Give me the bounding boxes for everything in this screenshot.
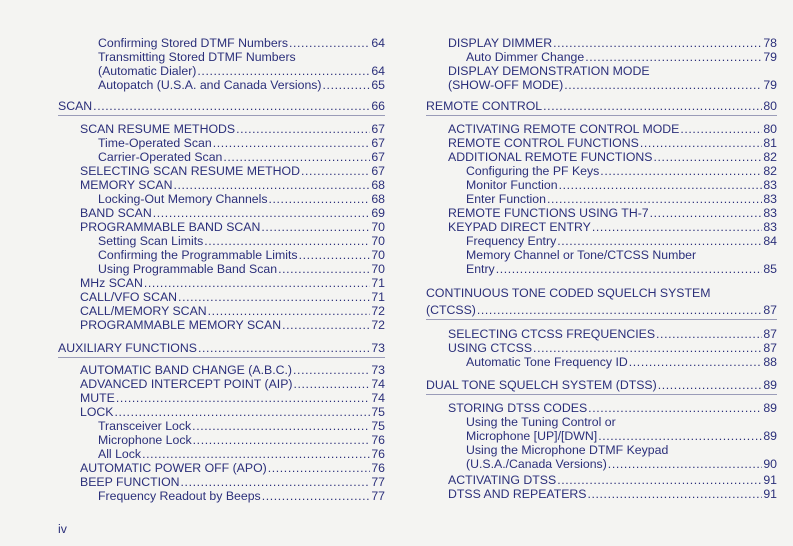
section-rule <box>58 115 385 116</box>
toc-page: 89 <box>763 378 777 392</box>
toc-page: 83 <box>763 206 777 220</box>
toc-page: 73 <box>371 341 385 355</box>
toc-title: ADDITIONAL REMOTE FUNCTIONS <box>448 150 653 164</box>
toc-entry[interactable] <box>98 262 385 276</box>
toc-page: 88 <box>763 355 777 369</box>
toc-title: PROGRAMMABLE MEMORY SCAN <box>80 318 282 332</box>
toc-entry[interactable] <box>466 429 777 443</box>
toc-page: 89 <box>763 401 777 415</box>
toc-title: SELECTING SCAN RESUME METHOD <box>80 164 301 178</box>
toc-title: Locking-Out Memory Channels <box>98 192 268 206</box>
toc-entry[interactable] <box>448 220 777 234</box>
toc-title: (Automatic Dialer) <box>98 64 197 78</box>
toc-entry[interactable] <box>448 341 777 355</box>
toc-entry[interactable] <box>80 164 385 178</box>
toc-section[interactable] <box>426 378 777 392</box>
toc-title: SCAN RESUME METHODS <box>80 122 236 136</box>
toc-entry[interactable] <box>466 50 777 64</box>
toc-page: 68 <box>371 192 385 206</box>
toc-entry[interactable] <box>466 178 777 192</box>
toc-page: 82 <box>763 164 777 178</box>
toc-title: BAND SCAN <box>80 206 152 220</box>
toc-title: CALL/MEMORY SCAN <box>80 304 207 318</box>
toc-page: 71 <box>371 276 385 290</box>
section-rule <box>58 357 385 358</box>
toc-title: DISPLAY DIMMER <box>448 36 553 50</box>
toc-title: REMOTE CONTROL <box>426 99 543 113</box>
toc-title: Transceiver Lock <box>98 419 192 433</box>
toc-entry[interactable] <box>80 475 385 489</box>
toc-page: 87 <box>763 341 777 355</box>
toc-page: 87 <box>763 327 777 341</box>
toc-title: DUAL TONE SQUELCH SYSTEM (DTSS) <box>426 378 657 392</box>
toc-title: Auto Dimmer Change <box>466 50 585 64</box>
toc-title: Enter Function <box>466 192 546 206</box>
toc-entry[interactable] <box>98 489 385 503</box>
toc-title: SELECTING CTCSS FREQUENCIES <box>448 327 656 341</box>
toc-page: 64 <box>371 64 385 78</box>
toc-entry[interactable] <box>98 64 385 78</box>
toc-title: Entry <box>466 262 495 276</box>
toc-entry[interactable] <box>80 178 385 192</box>
toc-section[interactable] <box>426 303 777 317</box>
toc-page: 89 <box>763 429 777 443</box>
toc-page: 69 <box>371 206 385 220</box>
toc-page: 73 <box>371 363 385 377</box>
toc-title: SCAN <box>58 99 93 113</box>
toc-entry[interactable] <box>466 457 777 471</box>
toc-page: 67 <box>371 136 385 150</box>
toc-page: 91 <box>763 487 777 501</box>
toc-entry[interactable] <box>80 220 385 234</box>
toc-title: (U.S.A./Canada Versions) <box>466 457 607 471</box>
toc-entry[interactable] <box>448 36 777 50</box>
toc-entry[interactable] <box>448 401 777 415</box>
toc-page: 67 <box>371 150 385 164</box>
toc-title: Frequency Entry <box>466 234 557 248</box>
toc-entry[interactable] <box>98 36 385 50</box>
toc-title: DTSS AND REPEATERS <box>448 487 587 501</box>
toc-title: MUTE <box>80 391 115 405</box>
toc-title: Autopatch (U.S.A. and Canada Versions) <box>98 78 322 92</box>
toc-entry[interactable] <box>448 327 777 341</box>
toc-title: Automatic Tone Frequency ID <box>466 355 628 369</box>
toc-page: 91 <box>763 473 777 487</box>
toc-page: 83 <box>763 220 777 234</box>
toc-entry[interactable] <box>80 377 385 391</box>
toc-title: AUTOMATIC BAND CHANGE (A.B.C.) <box>80 363 293 377</box>
toc-page: 81 <box>763 136 777 150</box>
toc-page: 82 <box>763 150 777 164</box>
toc-title: USING CTCSS <box>448 341 533 355</box>
toc-title: DISPLAY DEMONSTRATION MODE <box>448 64 650 78</box>
toc-page: 76 <box>371 461 385 475</box>
toc-title: ACTIVATING REMOTE CONTROL MODE <box>448 122 680 136</box>
toc-entry[interactable] <box>466 164 777 178</box>
toc-title: MEMORY SCAN <box>80 178 173 192</box>
toc-title: PROGRAMMABLE BAND SCAN <box>80 220 261 234</box>
toc-page: 70 <box>371 234 385 248</box>
section-rule <box>426 115 777 116</box>
toc-page: 77 <box>371 475 385 489</box>
toc-title: BEEP FUNCTION <box>80 475 180 489</box>
toc-page: 64 <box>371 36 385 50</box>
toc-entry[interactable] <box>80 405 385 419</box>
toc-title: Carrier-Operated Scan <box>98 150 223 164</box>
toc-entry[interactable] <box>98 433 385 447</box>
toc-entry[interactable] <box>448 122 777 136</box>
toc-entry[interactable] <box>80 461 385 475</box>
toc-section-title: CONTINUOUS TONE CODED SQUELCH SYSTEM <box>426 286 711 300</box>
toc-entry[interactable] <box>466 355 777 369</box>
toc-entry[interactable] <box>80 290 385 304</box>
toc-entry[interactable] <box>80 122 385 136</box>
toc-title: REMOTE CONTROL FUNCTIONS <box>448 136 639 150</box>
toc-page: 83 <box>763 192 777 206</box>
toc-page: 74 <box>371 377 385 391</box>
toc-entry[interactable] <box>80 391 385 405</box>
toc-title: Confirming Stored DTMF Numbers <box>98 36 288 50</box>
toc-page: 70 <box>371 220 385 234</box>
toc-entry[interactable] <box>448 473 777 487</box>
toc-title: Using the Tuning Control or <box>466 415 616 429</box>
toc-title: STORING DTSS CODES <box>448 401 588 415</box>
toc-page: 79 <box>763 50 777 64</box>
toc-title: Monitor Function <box>466 178 558 192</box>
toc-title: REMOTE FUNCTIONS USING TH-7 <box>448 206 649 220</box>
toc-entry[interactable] <box>448 136 777 150</box>
toc-entry[interactable] <box>466 192 777 206</box>
toc-page: 68 <box>371 178 385 192</box>
toc-title: MHz SCAN <box>80 276 143 290</box>
toc-page: 66 <box>371 99 385 113</box>
toc-entry[interactable] <box>448 206 777 220</box>
section-rule <box>426 319 777 320</box>
toc-title: Using the Microphone DTMF Keypad <box>466 443 669 457</box>
toc-title: Setting Scan Limits <box>98 234 204 248</box>
toc-page: 70 <box>371 248 385 262</box>
toc-section[interactable] <box>58 341 385 355</box>
toc-title: Microphone [UP]/[DWN] <box>466 429 598 443</box>
toc-title: Frequency Readout by Beeps <box>98 489 261 503</box>
toc-entry[interactable] <box>448 150 777 164</box>
toc-entry[interactable] <box>98 248 385 262</box>
toc-page: 90 <box>763 457 777 471</box>
toc-page: 74 <box>371 391 385 405</box>
toc-entry[interactable] <box>98 192 385 206</box>
toc-page: 80 <box>763 99 777 113</box>
toc-entry[interactable] <box>98 150 385 164</box>
toc-entry[interactable] <box>448 78 777 92</box>
toc-page: 72 <box>371 318 385 332</box>
toc-title: Time-Operated Scan <box>98 136 212 150</box>
toc-title: Confirming the Programmable Limits <box>98 248 298 262</box>
toc-title: (SHOW-OFF MODE) <box>448 78 564 92</box>
toc-entry[interactable] <box>98 234 385 248</box>
toc-title: All Lock <box>98 447 142 461</box>
toc-page: 79 <box>763 78 777 92</box>
toc-title: ADVANCED INTERCEPT POINT (AIP) <box>80 377 293 391</box>
toc-page: 78 <box>763 36 777 50</box>
toc-entry[interactable] <box>466 234 777 248</box>
toc-title: Using Programmable Band Scan <box>98 262 278 276</box>
toc-entry[interactable] <box>80 363 385 377</box>
toc-title: Transmitting Stored DTMF Numbers <box>98 50 296 64</box>
toc-entry[interactable] <box>80 276 385 290</box>
toc-section[interactable] <box>426 99 777 113</box>
toc-title: AUXILIARY FUNCTIONS <box>58 341 197 355</box>
toc-title: Memory Channel or Tone/CTCSS Number <box>466 248 697 262</box>
toc-entry[interactable] <box>466 262 777 276</box>
toc-page: 71 <box>371 290 385 304</box>
section-rule <box>426 394 777 395</box>
toc-page: 75 <box>371 419 385 433</box>
toc-page: 70 <box>371 262 385 276</box>
toc-title: Configuring the PF Keys <box>466 164 600 178</box>
toc-title: (CTCSS) <box>426 303 476 317</box>
toc-entry[interactable] <box>98 78 385 92</box>
toc-title: CALL/VFO SCAN <box>80 290 178 304</box>
toc-page: 67 <box>371 122 385 136</box>
toc-title: LOCK <box>80 405 114 419</box>
toc-page: 76 <box>371 433 385 447</box>
toc-page: 75 <box>371 405 385 419</box>
toc-page: 84 <box>763 234 777 248</box>
toc-page: 76 <box>371 447 385 461</box>
toc-section[interactable] <box>58 99 385 113</box>
toc-entry[interactable] <box>98 419 385 433</box>
toc-page: 83 <box>763 178 777 192</box>
toc-title: AUTOMATIC POWER OFF (APO) <box>80 461 267 475</box>
toc-page: 87 <box>763 303 777 317</box>
toc-page: 67 <box>371 164 385 178</box>
page-number: iv <box>58 522 67 536</box>
toc-entry[interactable] <box>98 447 385 461</box>
toc-title: ACTIVATING DTSS <box>448 473 557 487</box>
toc-entry[interactable] <box>448 487 777 501</box>
toc-entry[interactable] <box>80 318 385 332</box>
toc-entry[interactable] <box>98 136 385 150</box>
toc-page: 77 <box>371 489 385 503</box>
toc-page: 85 <box>763 262 777 276</box>
toc-title: KEYPAD DIRECT ENTRY <box>448 220 591 234</box>
toc-page: 72 <box>371 304 385 318</box>
toc-entry[interactable] <box>80 304 385 318</box>
toc-entry[interactable] <box>80 206 385 220</box>
toc-page: 65 <box>371 78 385 92</box>
toc-title: Microphone Lock <box>98 433 192 447</box>
toc-page: 80 <box>763 122 777 136</box>
